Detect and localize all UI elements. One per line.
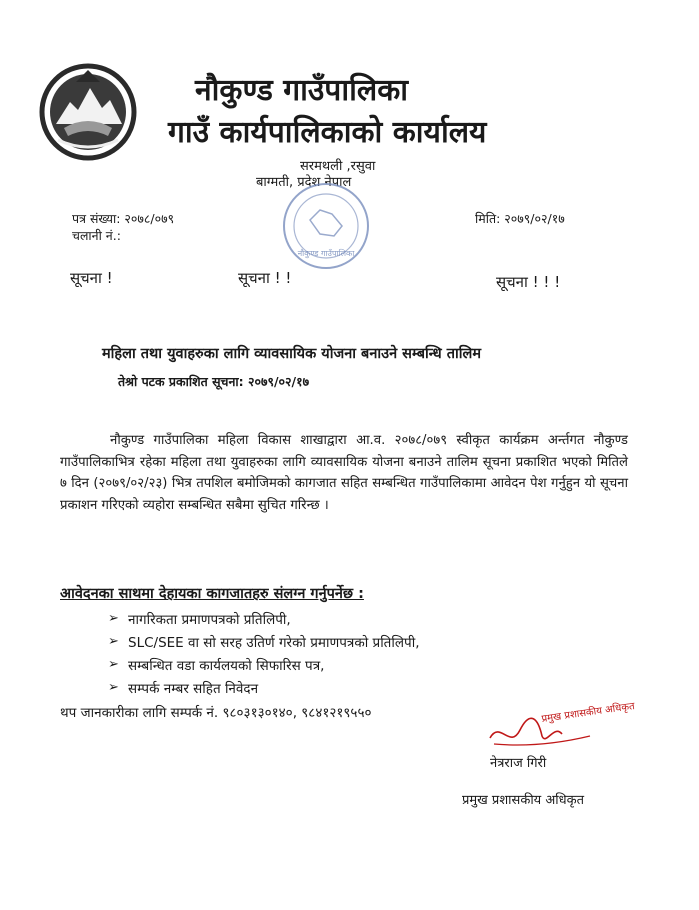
documents-list	[108, 607, 419, 699]
contact-info: थप जानकारीका लागि सम्पर्क नं. ९८०३१३०१४०, ९८४१२१९५५०	[60, 705, 372, 721]
notice-label-1: सूचना !	[70, 269, 113, 287]
stamp-text: नौकुण्ड गाउँपालिका	[297, 249, 355, 258]
list-item: ➢ सम्बन्धित वडा कार्यलयको सिफारिस पत्र,	[108, 657, 325, 674]
office-title-line2: गाउँ कार्यपालिकाको कार्यालय	[168, 115, 487, 150]
letter-date: मिति: २०७९/०२/१७	[475, 211, 565, 226]
ref-number: पत्र संख्या: २०७८/०७९	[72, 211, 175, 226]
notice-heading: महिला तथा युवाहरुका लागि व्यावसायिक योजना बनाउने सम्बन्धि तालिम	[102, 346, 481, 362]
signatory-name: नेत्रराज गिरी	[490, 756, 547, 771]
list-item: ➢ नागरिकता प्रमाणपत्रको प्रतिलिपी,	[108, 611, 291, 628]
list-item: ➢ SLC/SEE वा सो सरह उतिर्ण गरेको प्रमाणपत्रको प्रतिलिपी,	[108, 634, 420, 651]
office-title-line1: नौकुण्ड गाउँपालिका	[195, 73, 409, 108]
dispatch-number: चलानी नं.:	[72, 228, 121, 243]
list-item: ➢ सम्पर्क नम्बर सहित निवेदन	[108, 680, 259, 697]
signatory-title: प्रमुख प्रशासकीय अधिकृत	[462, 793, 585, 808]
documents-heading: आवेदनका साथमा देहायका कागजातहरु संलग्न गर्नुपर्नेछ :	[60, 586, 364, 602]
arrow-bullet-icon: ➢	[108, 634, 119, 649]
signature-text: प्रमुख प्रशासकीय अधिकृत	[540, 701, 636, 725]
arrow-bullet-icon: ➢	[108, 611, 119, 626]
notice-label-2: सूचना ! !	[238, 269, 292, 287]
republished-note: तेश्रो पटक प्रकाशित सूचना: २०७९/०२/१७	[118, 374, 310, 389]
nepal-emblem-icon	[38, 62, 138, 162]
office-address-line1: सरमथली ,रसुवा	[300, 159, 376, 174]
arrow-bullet-icon: ➢	[108, 680, 119, 695]
official-stamp-icon	[280, 180, 372, 272]
signature-icon	[480, 700, 640, 760]
body-paragraph: नौकुण्ड गाउँपालिका महिला विकास शाखाद्वारा आ.व. २०७८/०७९ स्वीकृत कार्यक्रम अर्न्तगत नौकुण्ड गाउँपालिकाभित्र रहेका महिला तथा युवाहरुका लागि व्यावसायिक योजना बनाउने तालिम सूचना प्रकाशित भएको मितिले ७ दिन (२०७९/०२/२३) भित्र तपशिल बमोजिमको कागजात सहित सम्बन्धित गाउँपालिकामा आवेदन पेश गर्नुहुन यो सूचना प्रकाशन गरिएको व्यहोरा सम्बन्धित सबैमा सुचित गरिन्छ ।	[60, 433, 628, 513]
office-address-line2: बाग्मती, प्रदेश नेपाल	[256, 175, 352, 190]
notice-label-3: सूचना ! ! !	[496, 273, 561, 291]
arrow-bullet-icon: ➢	[108, 657, 119, 672]
notice-body	[60, 430, 628, 516]
